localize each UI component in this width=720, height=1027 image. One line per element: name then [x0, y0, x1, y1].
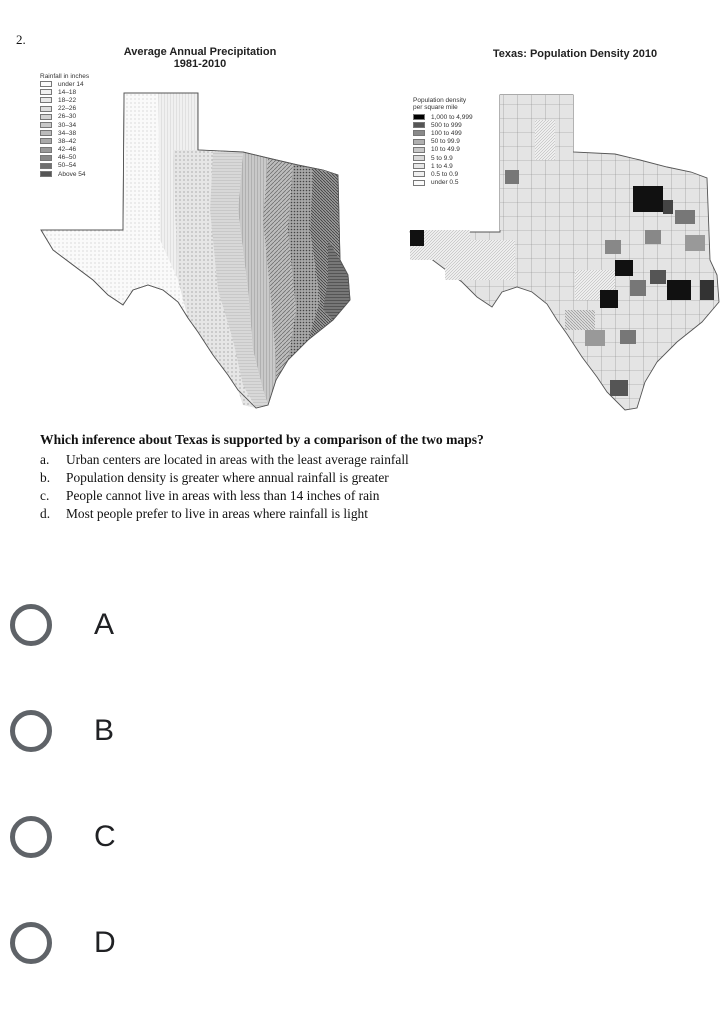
density-legend-label: 10 to 49.9	[431, 146, 460, 154]
precip-map-title-line2: 1981-2010	[173, 58, 227, 70]
legend-swatch	[40, 97, 52, 103]
density-legend-item	[413, 154, 473, 162]
precip-legend-item	[40, 162, 89, 170]
legend-swatch	[40, 163, 52, 169]
option-a	[40, 451, 409, 469]
precip-legend-item	[40, 96, 89, 104]
density-legend-label: 50 to 99.9	[431, 138, 460, 146]
precip-legend-label: 14–18	[58, 88, 77, 96]
precip-legend-label: 42–46	[58, 146, 77, 154]
legend-swatch	[413, 130, 425, 136]
legend-swatch	[413, 114, 425, 120]
precip-legend-item	[40, 113, 89, 121]
radio-c-icon[interactable]	[10, 816, 52, 858]
choice-b-label: B	[94, 714, 115, 747]
legend-swatch	[413, 163, 425, 169]
precip-legend-label: 38–42	[58, 137, 77, 145]
option-c-letter: c.	[40, 488, 50, 503]
choice-c-label: C	[94, 820, 116, 853]
precip-legend-label: 18–22	[58, 96, 77, 104]
precip-legend-label: 46–50	[58, 154, 77, 162]
precip-legend-label: 50–54	[58, 162, 77, 170]
legend-swatch	[40, 138, 52, 144]
precip-legend-item	[40, 170, 89, 178]
legend-swatch	[413, 180, 425, 186]
options-list	[40, 451, 409, 523]
radio-a-icon[interactable]	[10, 604, 52, 646]
option-c	[40, 487, 409, 505]
density-legend-item	[413, 138, 473, 146]
option-b-letter: b.	[40, 470, 51, 485]
option-c-text: People cannot live in areas with less than 14 inches of rain	[66, 488, 380, 503]
precip-legend-item	[40, 88, 89, 96]
density-legend-label: 100 to 499	[431, 129, 462, 137]
legend-swatch	[413, 122, 425, 128]
density-legend-label: 0.5 to 0.9	[431, 170, 459, 178]
density-legend-item	[413, 121, 473, 129]
precip-legend-item	[40, 129, 89, 137]
choice-b[interactable]	[10, 701, 690, 761]
choice-d[interactable]	[10, 913, 690, 973]
density-legend	[411, 96, 475, 188]
legend-swatch	[40, 89, 52, 95]
radio-b-icon[interactable]	[10, 710, 52, 752]
precip-legend-item	[40, 105, 89, 113]
density-legend-item	[413, 113, 473, 121]
legend-swatch	[40, 130, 52, 136]
density-legend-label: under 0.5	[431, 179, 459, 187]
legend-swatch	[40, 114, 52, 120]
legend-swatch	[40, 171, 52, 177]
legend-swatch	[40, 155, 52, 161]
precip-legend-item	[40, 137, 89, 145]
density-legend-item	[413, 129, 473, 137]
question-number: 2.	[16, 32, 26, 47]
precip-legend-label: 34–38	[58, 129, 77, 137]
density-legend-label: 1 to 4.9	[431, 162, 453, 170]
radio-d-icon[interactable]	[10, 922, 52, 964]
density-legend-item	[413, 179, 473, 187]
density-legend-label: 1,000 to 4,999	[431, 113, 473, 121]
choice-d-label: D	[94, 926, 116, 959]
legend-swatch	[413, 139, 425, 145]
legend-swatch	[40, 122, 52, 128]
density-legend-label: 5 to 9.9	[431, 154, 453, 162]
density-legend-item	[413, 146, 473, 154]
precip-legend-item	[40, 154, 89, 162]
precip-legend	[40, 73, 89, 178]
option-d	[40, 505, 409, 523]
legend-swatch	[413, 155, 425, 161]
density-legend-item	[413, 170, 473, 178]
legend-swatch	[40, 106, 52, 112]
choice-a-label: A	[94, 608, 115, 641]
option-b-text: Population density is greater where annual rainfall is greater	[66, 470, 389, 485]
precip-legend-item	[40, 121, 89, 129]
density-legend-label: 500 to 999	[431, 121, 462, 129]
choice-c[interactable]	[10, 807, 690, 867]
precip-legend-label: Above 54	[58, 170, 86, 178]
legend-swatch	[413, 171, 425, 177]
precip-legend-item	[40, 80, 89, 88]
option-a-text: Urban centers are located in areas with the least average rainfall	[66, 452, 409, 467]
precip-legend-label: under 14	[58, 80, 84, 88]
density-legend-title-line2: per square mile	[413, 104, 458, 111]
precip-map-title-line1: Average Annual Precipitation	[123, 46, 277, 58]
precip-legend-title: Rainfall in inches	[40, 73, 90, 80]
legend-swatch	[413, 147, 425, 153]
legend-swatch	[40, 81, 52, 87]
density-legend-item	[413, 162, 473, 170]
density-map-title: Texas: Population Density 2010	[492, 48, 658, 60]
choice-a[interactable]	[10, 595, 690, 655]
precip-legend-label: 30–34	[58, 121, 77, 129]
option-b	[40, 469, 409, 487]
precip-legend-label: 22–26	[58, 105, 77, 113]
precip-legend-label: 26–30	[58, 113, 77, 121]
option-d-letter: d.	[40, 506, 51, 521]
option-a-letter: a.	[40, 452, 50, 467]
legend-swatch	[40, 147, 52, 153]
precip-map-title	[110, 46, 290, 70]
option-d-text: Most people prefer to live in areas where rainfall is light	[66, 506, 368, 521]
density-legend-title-line1: Population density	[413, 97, 467, 104]
question-text: Which inference about Texas is supported by a comparison of the two maps?	[40, 432, 484, 447]
precip-legend-item	[40, 146, 89, 154]
county-dallas	[633, 186, 663, 212]
